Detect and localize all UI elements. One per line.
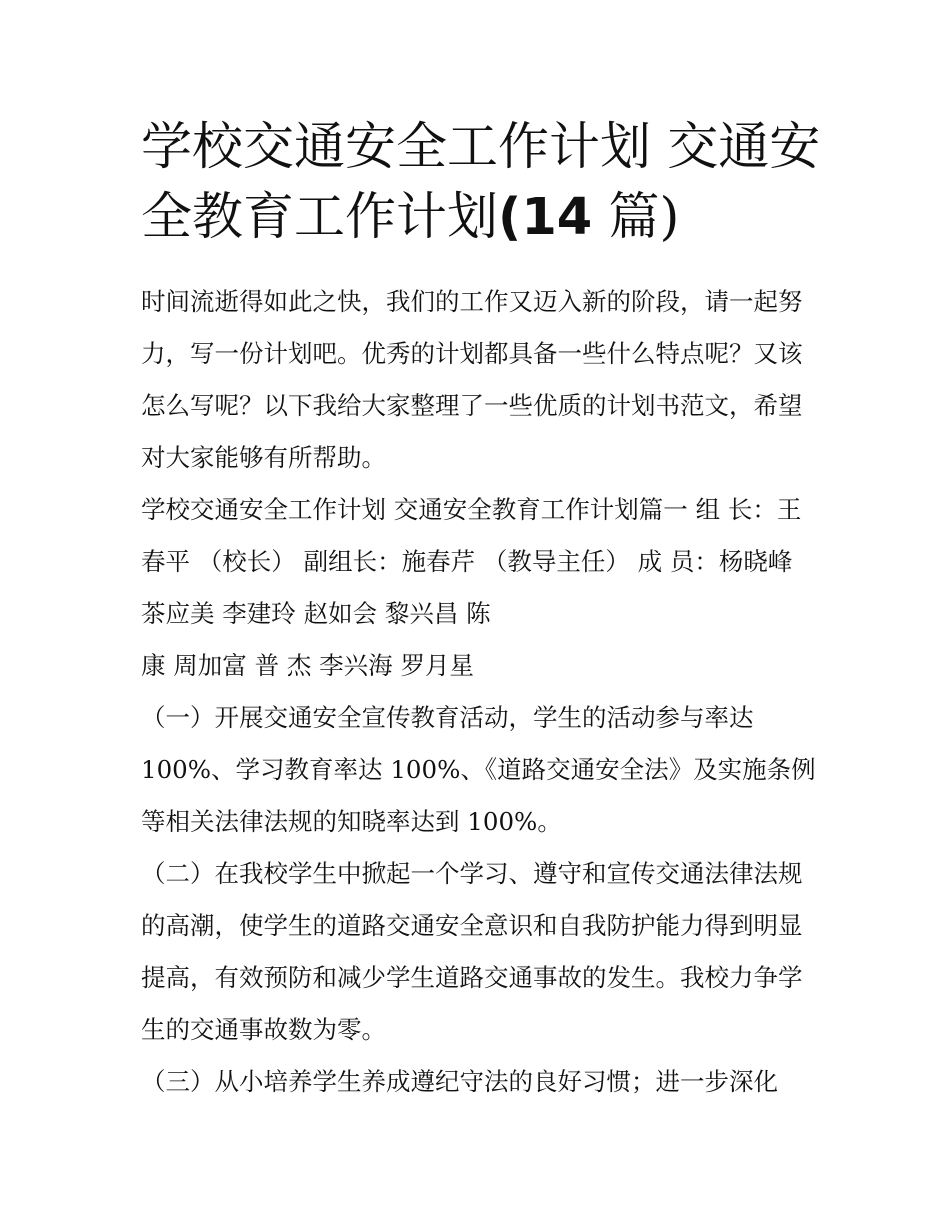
- body-line: 生的交通事故数为零。: [141, 1015, 386, 1044]
- title-count: (14: [498, 188, 593, 247]
- body-line: （二）在我校学生中掀起一个学习、遵守和宣传交通法律法规: [141, 859, 803, 888]
- body-line: （一）开展交通安全宣传教育活动，学生的活动参与率达: [141, 703, 754, 732]
- body-line: （三）从小培养学生养成遵纪守法的良好习惯；进一步深化: [141, 1067, 778, 1096]
- body-line: 康 周加富 普 杰 李兴海 罗月星: [141, 651, 474, 680]
- body-line: 等相关法律法规的知晓率达到 100%。: [141, 807, 562, 836]
- body-line: 学校交通安全工作计划 交通安全教育工作计划篇一 组 长：王: [141, 495, 802, 524]
- body-line: 怎么写呢？以下我给大家整理了一些优质的计划书范文，希望: [141, 391, 803, 420]
- body-line: 茶应美 李建玲 赵如会 黎兴昌 陈: [141, 599, 491, 628]
- body-line: 力，写一份计划吧。优秀的计划都具备一些什么特点呢？又该: [141, 339, 803, 368]
- body-line: 100%、学习教育率达 100%、《道路交通安全法》及实施条例: [141, 755, 816, 784]
- title-line-2-suffix: 篇): [592, 188, 680, 247]
- body-line: 对大家能够有所帮助。: [141, 443, 386, 472]
- body-line: 春平 （校长） 副组长：施春芹 （教导主任） 成 员：杨晓峰: [141, 547, 793, 576]
- body-line: 时间流逝得如此之快，我们的工作又迈入新的阶段，请一起努: [141, 287, 803, 316]
- document-body: [141, 276, 831, 1108]
- title-line-1: 学校交通安全工作计划 交通安: [141, 118, 821, 177]
- title-line-2-prefix: 全教育工作计划: [141, 188, 499, 247]
- document-title: [141, 113, 821, 253]
- body-line: 的高潮，使学生的道路交通安全意识和自我防护能力得到明显: [141, 911, 803, 940]
- body-line: 提高，有效预防和减少学生道路交通事故的发生。我校力争学: [141, 963, 803, 992]
